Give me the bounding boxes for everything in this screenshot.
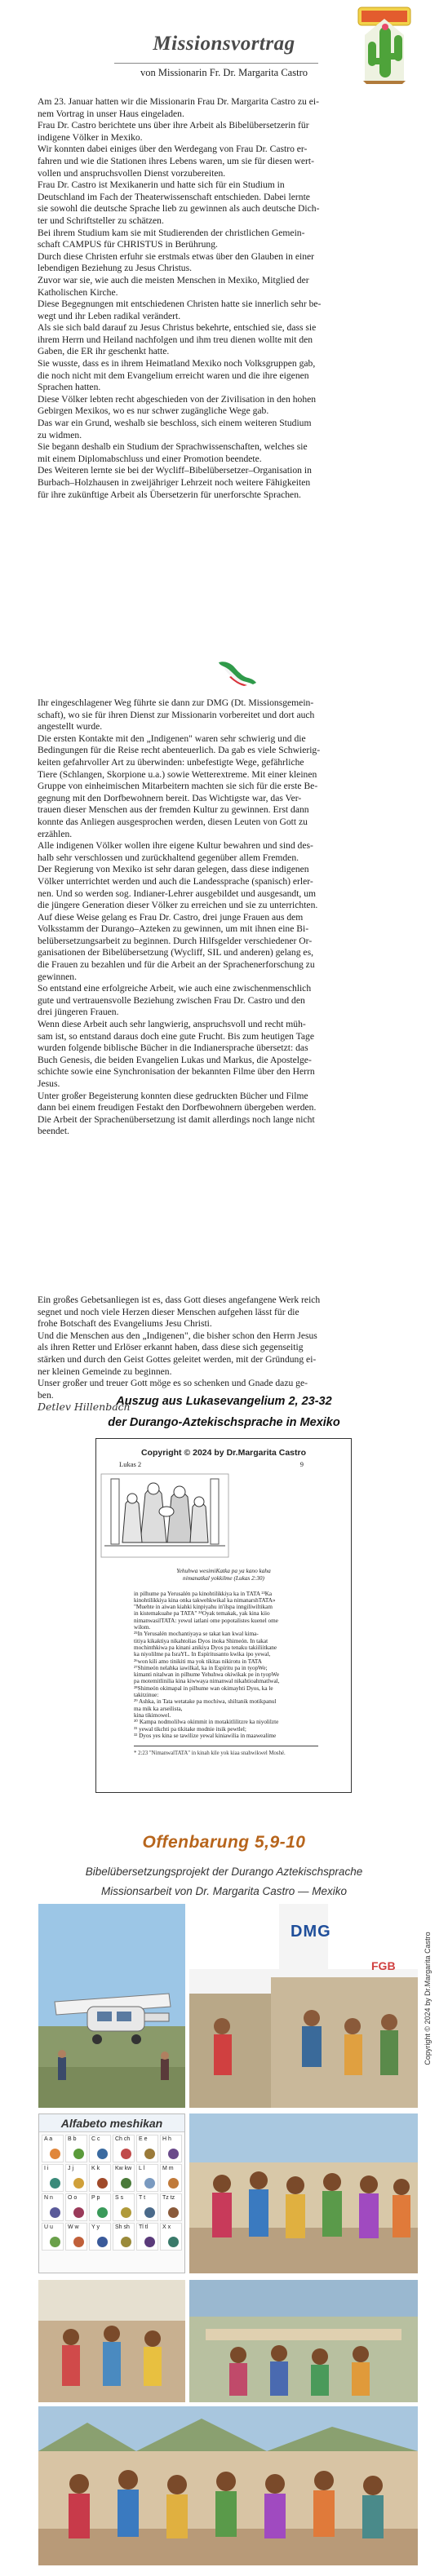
alphabet-letter: A a xyxy=(44,2136,53,2142)
header xyxy=(0,0,448,90)
paragraph-line: Die Arbeit der Sprachenübersetzung ist damit allerdings noch lange nicht xyxy=(38,1113,315,1125)
luke-heading-line-2: der Durango-Aztekischsprache in Mexiko xyxy=(108,1416,340,1429)
verse-line: wilom. xyxy=(134,1624,151,1631)
verse-line: pa motemitlinilia kina kiwwaya nimanwal nikahtioahmatlwal, xyxy=(134,1678,280,1685)
paragraph-line: indigene Völker in Mexiko. xyxy=(38,131,143,143)
paragraph-line: Ein großes Gebetsanliegen ist es, dass Gott dieses angefangene Werk reich xyxy=(38,1295,321,1305)
paragraph-line: Frau Dr. Castro ist Mexikanerin und hatte sich für ein Studium in xyxy=(38,179,285,191)
paragraph-line: nen. Und so werden sog. Indianer-Lehrer ausgebildet und ausgesandt, um xyxy=(38,887,317,899)
alphabet-letter: H h xyxy=(162,2136,171,2142)
paragraph-line: Ihr eingeschlagener Weg führte sie dann zur DMG (Dt. Missionsgemein- xyxy=(38,697,314,708)
paragraph-line: Völker unterrichtet werden und auch die Landessprache (spanisch) erler- xyxy=(38,875,313,887)
illustration-caption xyxy=(96,1568,351,1582)
luke-page-meta xyxy=(96,1460,351,1468)
paragraph-line: keiten gefahrvoller Art zu überwinden: unbefestigte Wege, gefährliche xyxy=(38,756,304,768)
paragraph-line: Als sie sich bald darauf zu Jesus Christus bekehrte, entschied sie, dass sie xyxy=(38,322,317,334)
alphabet-cell xyxy=(42,2135,64,2162)
alphabet-cell xyxy=(42,2193,64,2221)
luke-footnote: * 2:23 "NimanwalTATA" in kinah kile yok kiaa snahwikwel Moshé. xyxy=(134,1746,318,1756)
temple-scene-illustration xyxy=(96,1471,233,1560)
paragraph-line: Deutschland im Fach der Theaterwissenschaft entschieden. Dabei lernte xyxy=(38,191,310,202)
airplane-photo xyxy=(38,1904,185,2108)
paragraph-line: belübersetzungsarbeit zu beginnen. Durch Hilfsgelder verschiedener Or- xyxy=(38,935,313,946)
verse-line: ³⁰ Kampa nodmolilwa okimmit in motakitlilitzre ka niyolilzte xyxy=(134,1719,279,1726)
verse-line: ³¹ yewal tikchti pa tikitake modnie itsik pewtlel; xyxy=(134,1725,246,1733)
side-copyright-text: Copyright © 2024 by Dr.Margarita Castro xyxy=(424,1932,432,2065)
verse-line: titiya kikaktiya nikahtolias Dyos inoka Shimeón. In takat xyxy=(134,1637,268,1644)
alfabeto-title: Alfabeto meshikan xyxy=(39,2114,184,2132)
village-photo-2 xyxy=(189,2280,418,2402)
paragraph-line: als ihren Retter und Erlöser erkannt haben, dass diese sich gegenseitig xyxy=(38,1342,304,1353)
paragraph-line: Diese Völker lebten recht abgeschieden von der Zivilisation in den hohen xyxy=(38,393,317,405)
alphabet-cell xyxy=(65,2135,87,2162)
article-section-1 xyxy=(0,96,448,501)
paragraph-line: trauen dieser Menschen aus der fremden Kultur zu gewinnen. Erst dann xyxy=(38,804,309,816)
alphabet-cell xyxy=(113,2135,135,2162)
alphabet-letter: B b xyxy=(68,2136,77,2142)
paragraph-line: gewinnen. xyxy=(38,971,77,982)
village-group-photo xyxy=(189,2113,418,2273)
paragraph-line: ner kleinen Gemeinde zu beginnen. xyxy=(38,1365,172,1377)
alphabet-cell xyxy=(113,2223,135,2251)
paragraph-line: Das war ein Grund, weshalb sie beschloss, sich einem weiteren Studium xyxy=(38,418,312,429)
verse-line: ²⁹ Ashka, in Tata wetatake pa mochiwa, shiltanik motikpanul xyxy=(134,1698,277,1706)
caption-line-2: nimanatkal yokkilme (Lukas 2:30) xyxy=(183,1573,264,1582)
paragraph-line: nem Vortrag in unser Haus eingeladen. xyxy=(38,108,184,119)
paragraph-line: Tiere (Schlangen, Skorpione u.a.) sowie Wetterextreme. Mit einer kleinen xyxy=(38,768,317,780)
project-subheading: Bibelübersetzungsprojekt der Durango Aztekischsprache xyxy=(85,1866,363,1878)
paragraph-line: Wir konnten dabei einiges über den Werdegang von Frau Dr. Castro er- xyxy=(38,144,308,155)
verse-line: takitzinue: xyxy=(134,1692,159,1699)
paragraph-line: ganisationen der Bibelübersetzung (Wycliff, SIL und anderen) gelang es, xyxy=(38,947,313,958)
paragraph-line: Des Weiteren lernte sie bei der Wycliff–Bibelübersetzer–Organisation in xyxy=(38,465,312,476)
paragraph-line: Die ersten Kontakte mit den „Indigenen" waren sehr schwierig und die xyxy=(38,733,306,744)
alphabet-cell xyxy=(89,2223,111,2251)
alphabet-letter: X x xyxy=(162,2224,171,2230)
paragraph-line: erzählen. xyxy=(38,828,73,839)
paragraph-line: stärken und durch den Geist Gottes geleitet werden, mit der Gründung ei- xyxy=(38,1353,317,1365)
paragraph-line: Sie begann deshalb ein Studium der Sprachwissenschaften, welches sie xyxy=(38,441,308,453)
paragraph-line: gegnung mit den Dorfbewohnern bereit. Das Wichtigste war, das Ver- xyxy=(38,792,302,803)
paragraph-line: schaft), wo sie für ihren Dienst zur Missionarin vorbereitet und dort auch xyxy=(38,709,315,720)
alphabet-cell xyxy=(136,2135,158,2162)
alphabet-letter: U u xyxy=(44,2224,53,2230)
paragraph-line: Gaben, die ER ihr geschenkt hatte. xyxy=(38,346,170,357)
paragraph-line: sie sowohl die deutsche Sprache lieb zu gewinnen als auch deutsche Dich- xyxy=(38,203,320,215)
mission-subheading: Missionsarbeit von Dr. Margarita Castro — Mexiko xyxy=(100,1885,348,1897)
verse-line: ²⁵In Yerusalén mochantiyaya se takat kan kwal kima- xyxy=(134,1631,259,1638)
alphabet-cell xyxy=(65,2193,87,2221)
paragraph-line: die jüngere Generation dieser Völker zu erreichen und sie zu unterrichten. xyxy=(38,900,318,911)
alphabet-cell xyxy=(113,2193,135,2221)
alphabet-letter: C c xyxy=(91,2136,100,2142)
alphabet-letter: I i xyxy=(44,2166,49,2171)
luke-page-box xyxy=(95,1438,352,1793)
paragraph-line: gute und vertrauensvolle Beziehung zwischen Frau Dr. Castro und den xyxy=(38,994,305,1006)
alphabet-cell xyxy=(136,2164,158,2192)
verse-line: ²⁷Shimeón nelahka iawilkal, ka in Espíritu pa in tyopWe; xyxy=(134,1664,268,1671)
alphabet-letter: Tl tl xyxy=(139,2224,149,2230)
alphabet-letter: M m xyxy=(162,2166,174,2171)
paragraph-line: Am 23. Januar hatten wir die Missionarin Frau Dr. Margarita Castro zu ei- xyxy=(38,96,319,107)
luke-verse-text xyxy=(96,1582,351,1740)
cactus-illustration xyxy=(355,2,414,86)
alphabet-cell xyxy=(136,2193,158,2221)
paragraph-line: Jesus. xyxy=(38,1078,60,1089)
alphabet-letter: K k xyxy=(91,2166,100,2171)
paragraph-line: frohe Botschaft des Evangeliums Jesu Christi. xyxy=(38,1318,212,1330)
page-title: Missionsvortrag xyxy=(153,33,295,55)
caption-line-1: Yehuhwa wesimiKatka pa ya kano kaha xyxy=(176,1567,271,1574)
verse-line: ³² Dyos yes kina se tawilize yewal kiniawilia in maawealime xyxy=(134,1732,277,1739)
verse-line: ²⁸Shimeón okimapal in pilhume wan okimayhti Dyos, ka le xyxy=(134,1684,273,1692)
village-photo-1 xyxy=(38,2280,185,2402)
mexico-map-icon xyxy=(217,657,258,687)
paragraph-line: Gebirgen Mexikos, wo es nur schwer zugängliche Wege gab. xyxy=(38,405,269,417)
page-subtitle: von Missionarin Fr. Dr. Margarita Castro xyxy=(140,67,308,78)
paragraph-line: angestellt wurde. xyxy=(38,721,103,733)
verse-line: in pilhume pa Yerusalén pa kinohtilikkiya ka in TATA ²³Ka xyxy=(134,1590,273,1597)
luke-page-number: 9 xyxy=(299,1460,304,1468)
celebration-photo xyxy=(38,2406,418,2565)
verse-line: kinohtilikkiya kina onka takwehkwikal ka nimanarshTATA» xyxy=(134,1596,276,1604)
alfabeto-grid xyxy=(39,2132,184,2253)
paragraph-line: wurden folgende biblische Bücher in die Indianersprache übersetzt: das xyxy=(38,1042,308,1054)
alphabet-letter: E e xyxy=(139,2136,148,2142)
verse-line: kina tikimowel. xyxy=(134,1711,171,1719)
paragraph-line: vollen und anspruchsvollen Dienst vorzubereiten. xyxy=(38,167,226,179)
alphabet-cell xyxy=(160,2135,182,2162)
verse-line: ²⁶won kili amo tinikiti ma yok tikitas nikirotu in TATA xyxy=(134,1658,262,1665)
dmg-logo: DMG xyxy=(291,1923,331,1941)
paragraph-line: ben. xyxy=(38,1389,54,1401)
paragraph-line: Frau Dr. Castro berichtete uns über ihre Arbeit als Bibelübersetzerin für xyxy=(38,120,309,131)
alphabet-letter: W w xyxy=(68,2224,79,2230)
paragraph-line: konnte das Anliegen ausgesprochen werden, diesen Leuten von Gott zu xyxy=(38,816,308,827)
alphabet-letter: Sh sh xyxy=(115,2224,130,2230)
alphabet-letter: O o xyxy=(68,2195,78,2201)
luke-heading xyxy=(0,1391,448,1433)
verse-line: kimanti nitalwan in pilhume Yehuhwa okiwikak pe in tyopWe xyxy=(134,1671,280,1679)
alphabet-cell xyxy=(65,2164,87,2192)
paragraph-line: Und die Menschen aus den „Indigenen", die bisher schon den Herrn Jesus xyxy=(38,1330,317,1341)
alphabet-cell xyxy=(89,2164,111,2192)
paragraph-line: segnet und noch viele Herzen dieser Menschen aufgehen lässt für die xyxy=(38,1306,299,1317)
paragraph-line: Bedingungen für die Reise recht abenteuerlich. Da gab es viele Schwierig- xyxy=(38,745,321,756)
verse-line: ma mik ka arseilista, xyxy=(134,1705,183,1712)
side-copyright xyxy=(419,1901,432,2105)
article-section-2 xyxy=(0,697,448,1138)
alphabet-letter: N n xyxy=(44,2195,53,2201)
title-underline xyxy=(114,63,318,64)
paragraph-line: Gruppe von einheimischen Mitarbeitern machten sie sich für die erste Be- xyxy=(38,781,318,792)
paragraph-line: Katholischen Kirche. xyxy=(38,286,118,298)
paragraph-line: Unser großer und treuer Gott möge es so schenken und Gnade dazu ge- xyxy=(38,1378,308,1389)
paragraph-line: halb sehr verschlossen und zurückhaltend gegenüber allem Fremden. xyxy=(38,852,299,863)
alphabet-letter: J j xyxy=(68,2166,73,2171)
paragraph-line: für ihre zukünftige Arbeit als Übersetzerin für unerforschte Sprachen. xyxy=(38,489,301,500)
fgb-logo: FGB xyxy=(371,1959,396,1972)
paragraph-line: wegt und ihr Leben radikal verändert. xyxy=(38,310,181,321)
alphabet-cell xyxy=(89,2135,111,2162)
verse-line: nimanwasilTATA: yewul iatlani ome popotalistes kuenel ome xyxy=(134,1617,278,1624)
paragraph-line: Buch Genesis, die beiden Evangelien Lukas und Markus, die Apostelge- xyxy=(38,1054,312,1065)
paragraph-line: Sprachen hatten. xyxy=(38,382,101,393)
verse-line: mochinthkiwa pa kinani anikiya Dyos pa tenaku takiiliitkane xyxy=(134,1644,277,1651)
alphabet-letter: T t xyxy=(139,2195,146,2201)
paragraph-line: fahren und wie die Stationen ihres Lebens waren, um sie für diesen wert- xyxy=(38,155,315,166)
alphabet-cell xyxy=(42,2164,64,2192)
paragraph-line: Durch diese Christen erfuhr sie erstmals etwas über den Glauben in einer xyxy=(38,250,315,262)
verse-line: in kistemakuahe pa TATA" ²⁴Oyak temakak, yak kina kiio xyxy=(134,1610,270,1618)
luke-page-label: Lukas 2 xyxy=(119,1460,142,1468)
paragraph-line: schaft CAMPUS für CHRISTUS in Berührung. xyxy=(38,239,218,250)
paragraph-line: ter und Schriftsteller zu schätzen. xyxy=(38,215,164,226)
alphabet-cell xyxy=(89,2193,111,2221)
paragraph-line: drei jüngeren Frauen. xyxy=(38,1007,119,1018)
paragraph-line: Alle indigenen Völker wollen ihre eigene Kultur bewahren und sind des- xyxy=(38,840,313,852)
paragraph-line: Zuvor war sie, wie auch die meisten Menschen in Mexiko, Mitglied der xyxy=(38,274,309,285)
paragraph-line: Unter großer Begeisterung konnten diese gedruckten Bücher und Filme xyxy=(38,1090,308,1101)
alphabet-letter: Kw kw xyxy=(115,2166,132,2171)
verse-line: ka niyolilme pa IsraYL. In Espíritusanto kwika ipo yewal, xyxy=(134,1651,271,1658)
paragraph-line: Bei ihrem Studium kam sie mit Studierenden der christlichen Gemein- xyxy=(38,227,305,238)
paragraph-line: sam ist, so entstand daraus doch eine gute Frucht. Bis zum heutigen Tage xyxy=(38,1030,314,1042)
alphabet-cell xyxy=(113,2164,135,2192)
alphabet-letter: P p xyxy=(91,2195,100,2201)
alphabet-letter: L l xyxy=(139,2166,145,2171)
paragraph-line: die noch nicht mit dem Evangelium erreicht waren und die ihre eigenen xyxy=(38,370,309,381)
paragraph-line: Volksstamm der Durango–Azteken zu gewinnen, um mit ihnen eine Bi- xyxy=(38,923,309,935)
offenbarung-heading: Offenbarung 5,9-10 xyxy=(142,1833,306,1852)
alphabet-cell xyxy=(136,2223,158,2251)
alphabet-letter: Y y xyxy=(91,2224,100,2230)
paragraph-line: Der Regierung von Mexiko ist sehr daran gelegen, dass diese indigenen xyxy=(38,864,309,875)
paragraph-line: Auf diese Weise gelang es Frau Dr. Castro, drei junge Frauen aus dem xyxy=(38,911,304,923)
alphabet-cell xyxy=(42,2223,64,2251)
paragraph-line: beendet. xyxy=(38,1126,69,1137)
paragraph-line: zu widmen. xyxy=(38,429,82,440)
alphabet-cell xyxy=(160,2223,182,2251)
alphabet-letter: S s xyxy=(115,2195,124,2201)
alphabet-letter: Ch ch xyxy=(115,2136,131,2142)
paragraph-line: lebendigen Beziehung zu Jesus Christus. xyxy=(38,263,193,274)
paragraph-line: dann bei einem freudigen Festakt den Dorfbewohnern übergeben werden. xyxy=(38,1102,317,1113)
author-signature: Detlev Hillenbach xyxy=(38,1401,131,1414)
paragraph-line: So entstand eine erfolgreiche Arbeit, wie auch eine zwischenmenschlich xyxy=(38,983,312,994)
alfabeto-chart xyxy=(38,2113,185,2273)
paragraph-line: Wenn diese Arbeit auch sehr langwierig, anspruchsvoll und recht müh- xyxy=(38,1019,306,1030)
paragraph-line: Diese Begegnungen mit entschiedenen Christen hatte sie innerlich sehr be- xyxy=(38,299,322,310)
paragraph-line: Sie wusste, dass es in ihrem Heimatland Mexiko noch Volksgruppen gab, xyxy=(38,358,316,370)
alphabet-letter: Tz tz xyxy=(162,2195,175,2201)
alphabet-cell xyxy=(160,2164,182,2192)
paragraph-line: die Frauen zu bezahlen und für die Arbeit an der Sprachenerforschung zu xyxy=(38,959,315,971)
paragraph-line: ihrem Herrn und Heiland nachfolgen und ihm treu dienen wollte mit den xyxy=(38,334,313,345)
alphabet-cell xyxy=(160,2193,182,2221)
alphabet-cell xyxy=(65,2223,87,2251)
paragraph-line: mit einem Diplomabschluss und einer Promotion beendete. xyxy=(38,453,262,464)
luke-heading-line-1: Auszug aus Lukasevangelium 2, 23-32 xyxy=(116,1395,332,1408)
paragraph-line: Burbach–Holzhausen in zweijähriger Lehrzeit noch weitere Fähigkeiten xyxy=(38,477,311,488)
luke-copyright: Copyright © 2024 by Dr.Margarita Castro xyxy=(140,1448,307,1458)
verse-line: "Muehte in aiwan kiahki kinpiyahu in'ilspa inngiliwiltikam xyxy=(134,1604,273,1611)
paragraph-line: schichte sowie eine Synchronisation der bekannten Filme über den Herrn xyxy=(38,1066,315,1078)
